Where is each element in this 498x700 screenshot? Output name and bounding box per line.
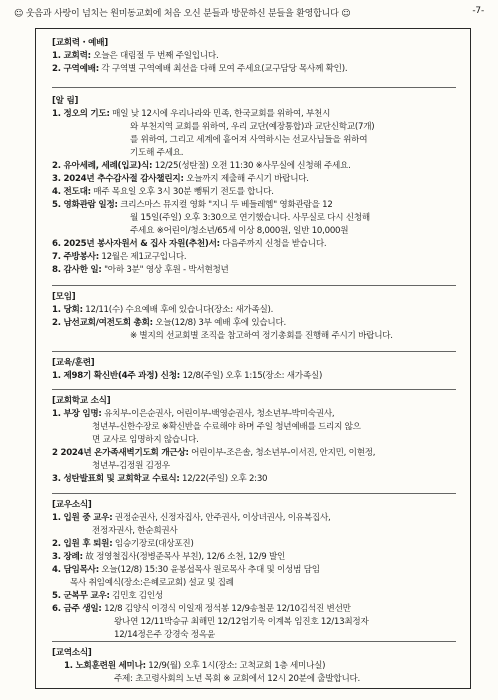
section-title: [알 림] xyxy=(52,96,79,106)
list-item: 1. 교회력: 오늘은 대림절 두 번째 주일입니다. xyxy=(52,51,219,61)
divider xyxy=(52,641,456,642)
section-church-calendar xyxy=(52,37,466,76)
list-item-continued: 청년부-김정원 김정우 xyxy=(92,461,170,471)
list-item-continued: 면 교사로 임명하지 않습니다. xyxy=(92,435,199,445)
list-item: 3. 2024년 추수감사절 감사챌린지: 오늘까지 제출해 주시기 바랍니다. xyxy=(52,174,309,184)
list-item: 1. 부장 임명: 유치부-이은순권사, 어린이부-백영순권사, 청소년부-박미숙권사, xyxy=(52,409,335,419)
list-item: 2. 구역예배: 각 구역별 구역예배 최선을 다해 모여 주세요(교구담당 목사께 확인). xyxy=(52,64,348,74)
list-item: 6. 금주 생일: 12/8 김양식 이경식 이일재 정석봉 12/9송철문 12/10김석진 변선만 xyxy=(52,604,351,614)
list-item: 6. 2025년 봉사자원서 & 집사 자원(추천)서: 다음주까지 신청을 받습니다. xyxy=(52,239,327,249)
section-member-news xyxy=(52,499,466,642)
divider xyxy=(52,351,456,352)
list-item: 4. 전도대: 매주 목요일 오후 3시 30분 뺑튀기 전도를 합니다. xyxy=(52,187,274,197)
section-title: [모임] xyxy=(52,292,76,302)
list-item: 1. 정오의 기도: 매일 낮 12시에 우리나라와 민족, 한국교회를 위하여, 부천시 xyxy=(52,109,331,119)
divider xyxy=(52,493,456,494)
page-number: -7- xyxy=(472,6,484,16)
list-item: 8. 감사한 일: "아하 3분" 영상 후원 - 박서현청년 xyxy=(52,265,229,275)
list-item-continued: 와 부천지역 교회를 위하여, 우리 교단(예장통합)과 교단신학교(7개) xyxy=(130,122,375,132)
list-item-continued: 왕나연 12/11박승규 최해민 12/12엄기욱 이계복 임진호 12/13최정자 xyxy=(114,617,369,627)
bulletin-frame xyxy=(35,28,471,689)
list-item-continued: 전정자권사, 한순희권사 xyxy=(92,526,178,536)
bulletin-header xyxy=(14,6,484,22)
list-item: 2. 남선교회/여전도회 총회: 오늘(12/8) 3부 예배 후에 있습니다. xyxy=(52,318,287,328)
section-title: [교육/훈련] xyxy=(52,358,95,368)
list-item: 1. 당회: 12/11(수) 수요예배 후에 있습니다(장소: 새가족실). xyxy=(52,305,274,315)
section-meeting xyxy=(52,291,466,343)
list-item-continued: 주세요 ※어린이/청소년/65세 이상 8,000원, 일반 10,000원 xyxy=(130,226,349,236)
list-item: 5. 군복무 교우: 김민호 김인성 xyxy=(52,591,163,601)
section-title: [교회학교 소식] xyxy=(52,396,111,406)
section-clergy-news xyxy=(52,647,466,686)
header-welcome-text: ☺ 웃음과 사랑이 넘치는 원미동교회에 처음 오신 분들과 방문하신 분들을 환영합니다 ☺ xyxy=(14,9,351,19)
divider xyxy=(52,87,456,88)
section-notice xyxy=(52,95,466,277)
list-item: 1. 입원 중 교우: 권정순권사, 신정자집사, 안주권사, 이상녀권사, 이유복집사, xyxy=(52,513,331,523)
section-church-school xyxy=(52,395,466,486)
divider xyxy=(52,285,456,286)
list-item-continued: 주제: 초고령사회의 노년 목회 ※ 교회에서 12시 20분에 출발합니다. xyxy=(114,674,361,684)
list-item: 1. 노회훈련원 세미나: 12/9(월) 오후 1시(장소: 고척교회 1층 세미나실) xyxy=(64,661,326,671)
list-item: 4. 담임목사: 오늘(12/8) 15:30 윤봉섭목사 원로목사 추대 및 이성범 담임 xyxy=(52,565,320,575)
list-item: 7. 주방봉사: 12월은 제1교구입니다. xyxy=(52,252,187,262)
list-item: 1. 제98기 확신반(4주 과정) 신청: 12/8(주일) 오후 1:15(장소: 새가족실) xyxy=(52,371,323,381)
divider xyxy=(52,389,456,390)
list-item-continued: 를 위하여, 그리고 세계에 흩어져 사역하시는 선교사님들을 위하여 xyxy=(130,135,368,145)
list-item-continued: 월 15일(주일) 오후 3:30으로 연기했습니다. 사무실로 다시 신청해 xyxy=(130,213,370,223)
list-item: 5. 영화관람 일정: 크리스마스 뮤지컬 영화 "지니 두 베들레헴" 영화관람을 12 xyxy=(52,200,333,210)
list-item: 2. 유아세례, 세례(입교)식: 12/25(성탄절) 오전 11:30 ※사무실에 신청해 주세요. xyxy=(52,161,351,171)
list-item-continued: 12/14정은주 강경숙 정옥윤 xyxy=(114,630,215,640)
list-item: 2. 입원 후 퇴원: 임승기장로(대상포진) xyxy=(52,539,194,549)
list-item-continued: 목사 취임예식(장소:은혜로교회) 설교 및 집례 xyxy=(70,578,234,588)
section-title: [교우소식] xyxy=(52,500,92,510)
list-item: 3. 장례: 故 정영철집사(정병준목사 부친), 12/6 소천, 12/9 발인 xyxy=(52,552,286,562)
list-item: 3. 성탄발표회 및 교회학교 수료식: 12/22(주일) 오후 2:30 xyxy=(52,474,268,484)
section-training xyxy=(52,357,466,383)
section-title: [교회력・예배] xyxy=(52,38,108,48)
list-item-continued: 기도해 주세요. xyxy=(130,148,184,158)
section-title: [교역소식] xyxy=(52,648,92,658)
list-item-note: ※ 별지의 선교회별 조직을 참고하여 정기총회를 진행해 주시기 바랍니다. xyxy=(130,331,393,341)
list-item-continued: 청년부-신한수장로 ※확신반을 수료해야 하며 주일 청년예배를 드리지 않으 xyxy=(92,422,361,432)
list-item: 2 2024년 온가족새벽기도회 개근상: 어린이부-조은솔, 청소년부-이서진, 안지민, 이현정, xyxy=(52,448,376,458)
